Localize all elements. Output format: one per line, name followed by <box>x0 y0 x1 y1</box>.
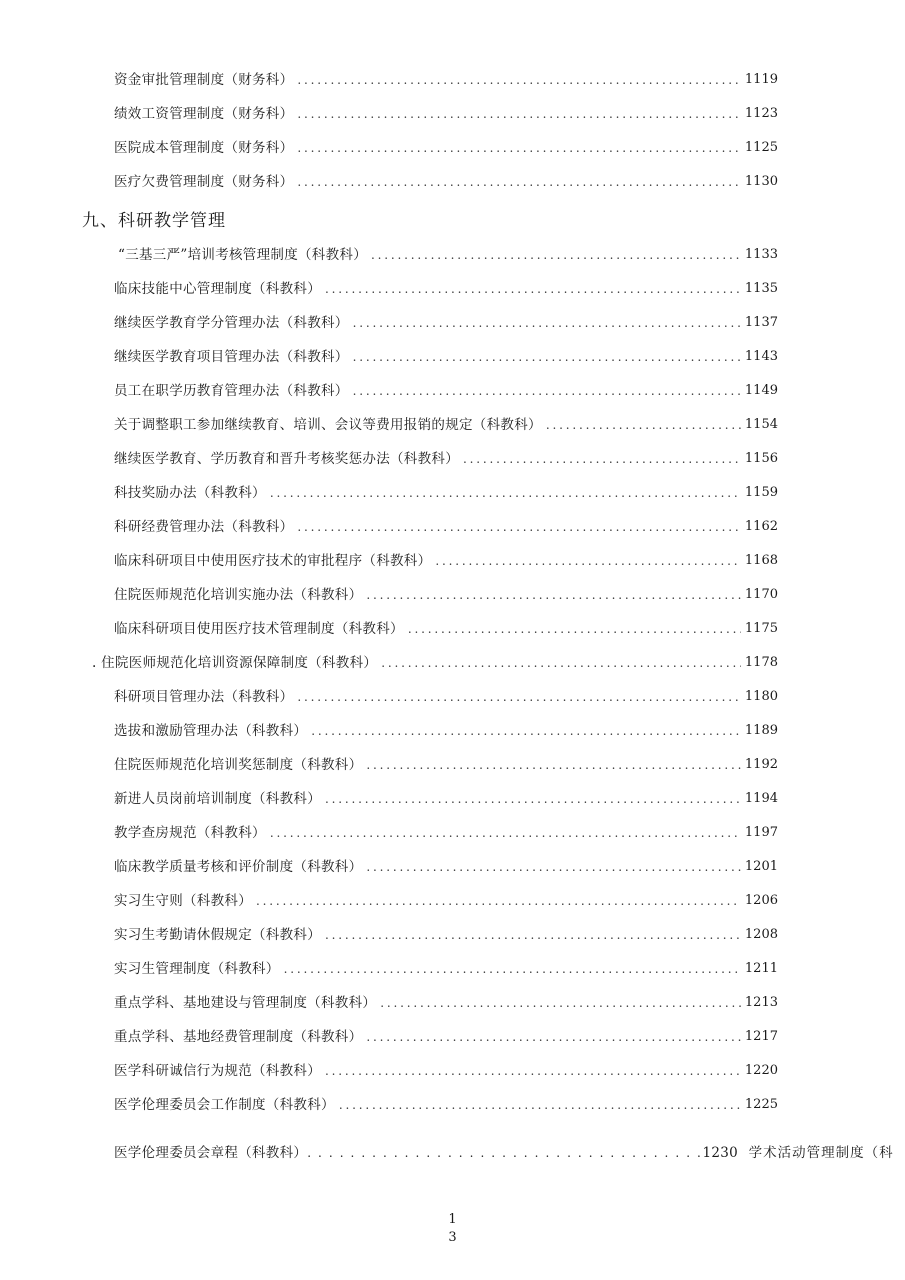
toc-entry[interactable] <box>114 414 778 436</box>
toc-entry-page: 1119 <box>744 72 778 87</box>
toc-entry[interactable] <box>114 1026 778 1048</box>
page-number-line-1: 1 <box>448 1212 457 1227</box>
toc-entry-page: 1225 <box>744 1097 778 1112</box>
toc-entry-page: 1197 <box>744 825 778 840</box>
toc-leader-dots: . . . . . . . . . . . . . . . . . . . . . . . . . . . . . . . . . . . . . <box>307 1146 703 1160</box>
toc-entry-title: 科技奖励办法（科教科） <box>114 485 266 501</box>
toc-leader-dots <box>366 856 741 878</box>
toc-entry-page: 1159 <box>744 485 778 500</box>
toc-leader-dots <box>381 652 741 674</box>
toc-entry[interactable] <box>114 686 778 708</box>
toc-entry[interactable] <box>114 448 778 470</box>
toc-entry-title: 选拔和激励管理办法（科教科） <box>114 723 308 739</box>
toc-leader-dots <box>297 686 741 708</box>
toc-entry-title: 实习生考勤请休假规定（科教科） <box>114 927 321 943</box>
toc-leader-dots <box>371 244 741 266</box>
toc-entry-page: 1156 <box>744 451 778 466</box>
toc-entry[interactable] <box>114 618 778 640</box>
toc-leader-dots <box>339 1094 741 1116</box>
toc-entry-page: 1213 <box>744 995 778 1010</box>
toc-entry-continuation: 学术活动管理制度（科 <box>748 1145 894 1161</box>
toc-leader-dots <box>297 137 741 159</box>
toc-entry[interactable] <box>118 244 778 266</box>
toc-entry-title: . 住院医师规范化培训资源保障制度（科教科） <box>92 655 378 671</box>
toc-leader-dots <box>270 482 741 504</box>
toc-entry[interactable] <box>114 788 778 810</box>
toc-entry[interactable] <box>114 103 778 125</box>
toc-entry[interactable] <box>114 924 778 946</box>
toc-leader-dots <box>325 788 741 810</box>
section-heading: 九、科研教学管理 <box>82 211 226 231</box>
toc-entry-page: 1180 <box>744 689 778 704</box>
toc-entry[interactable] <box>92 652 778 674</box>
toc-entry-title: 医学伦理委员会章程（科教科） <box>114 1145 308 1161</box>
toc-entry-title: 实习生守则（科教科） <box>114 893 252 909</box>
toc-leader-dots <box>325 1060 741 1082</box>
toc-entry-title: 临床技能中心管理制度（科教科） <box>114 281 321 297</box>
toc-entry-title: 科研项目管理办法（科教科） <box>114 689 294 705</box>
toc-entry-page: 1201 <box>744 859 778 874</box>
toc-entry-page: 1175 <box>744 621 778 636</box>
toc-entry[interactable] <box>114 137 778 159</box>
page-number-line-2: 3 <box>448 1230 457 1245</box>
toc-entry[interactable] <box>114 958 778 980</box>
toc-entry[interactable] <box>114 346 778 368</box>
toc-entry-page: 1137 <box>744 315 778 330</box>
toc-entry-title: 员工在职学历教育管理办法（科教科） <box>114 383 349 399</box>
toc-entry-title: 重点学科、基地经费管理制度（科教科） <box>114 1029 363 1045</box>
toc-leader-dots <box>297 69 741 91</box>
toc-entry[interactable] <box>114 720 778 742</box>
toc-entry-page: 1178 <box>744 655 778 670</box>
toc-leader-dots <box>546 414 741 436</box>
toc-entry[interactable] <box>114 312 778 334</box>
toc-entry-title: 教学查房规范（科教科） <box>114 825 266 841</box>
toc-entry-page: 1194 <box>744 791 778 806</box>
toc-entry[interactable] <box>114 992 778 1014</box>
toc-leader-dots <box>325 278 741 300</box>
toc-entry-title: 医学科研诚信行为规范（科教科） <box>114 1063 321 1079</box>
toc-entry-title: 医学伦理委员会工作制度（科教科） <box>114 1097 335 1113</box>
toc-entry-title: 重点学科、基地建设与管理制度（科教科） <box>114 995 377 1011</box>
toc-entry-page: 1135 <box>744 281 778 296</box>
toc-entry-title: 科研经费管理办法（科教科） <box>114 519 294 535</box>
toc-entry[interactable] <box>114 856 778 878</box>
toc-entry-title: 医疗欠费管理制度（财务科） <box>114 174 294 190</box>
toc-leader-dots <box>297 171 741 193</box>
toc-entry[interactable] <box>114 69 778 91</box>
toc-leader-dots <box>325 924 741 946</box>
toc-leader-dots <box>353 380 741 402</box>
toc-leader-dots <box>366 584 741 606</box>
toc-entry[interactable] <box>114 822 778 844</box>
toc-entry-page: 1149 <box>744 383 778 398</box>
toc-leader-dots <box>284 958 741 980</box>
toc-entry-page: 1220 <box>744 1063 778 1078</box>
toc-leader-dots <box>311 720 741 742</box>
toc-entry-title: 继续医学教育学分管理办法（科教科） <box>114 315 349 331</box>
toc-entry-title: 绩效工资管理制度（财务科） <box>114 106 294 122</box>
toc-entry-page: 1143 <box>744 349 778 364</box>
toc-entry-page: 1217 <box>744 1029 778 1044</box>
toc-entry[interactable] <box>114 482 778 504</box>
toc-entry-title: 临床教学质量考核和评价制度（科教科） <box>114 859 363 875</box>
toc-entry-page: 1208 <box>744 927 778 942</box>
toc-entry-title: 住院医师规范化培训奖惩制度（科教科） <box>114 757 363 773</box>
toc-entry-title: 关于调整职工参加继续教育、培训、会议等费用报销的规定（科教科） <box>114 417 542 433</box>
toc-entry-page: 1162 <box>744 519 778 534</box>
toc-leader-dots <box>380 992 741 1014</box>
toc-entry-page: 1170 <box>744 587 778 602</box>
toc-entry-title: 继续医学教育、学历教育和晋升考核奖惩办法（科教科） <box>114 451 459 467</box>
toc-entry-title: 临床科研项目中使用医疗技术的审批程序（科教科） <box>114 553 432 569</box>
toc-leader-dots <box>270 822 741 844</box>
toc-entry-last[interactable] <box>114 1142 894 1164</box>
toc-entry-title: 实习生管理制度（科教科） <box>114 961 280 977</box>
toc-leader-dots <box>297 516 741 538</box>
toc-entry-page: 1168 <box>744 553 778 568</box>
toc-leader-dots <box>408 618 741 640</box>
toc-entry-page: 1130 <box>744 174 778 189</box>
toc-entry-page: 1206 <box>744 893 778 908</box>
toc-entry-title: 住院医师规范化培训实施办法（科教科） <box>114 587 363 603</box>
toc-entry-title: 继续医学教育项目管理办法（科教科） <box>114 349 349 365</box>
toc-entry[interactable] <box>114 380 778 402</box>
toc-entry-title: 临床科研项目使用医疗技术管理制度（科教科） <box>114 621 404 637</box>
toc-leader-dots <box>366 1026 741 1048</box>
toc-entry[interactable] <box>114 754 778 776</box>
toc-leader-dots <box>256 890 741 912</box>
toc-entry-title: 医院成本管理制度（财务科） <box>114 140 294 156</box>
toc-leader-dots <box>353 346 741 368</box>
toc-entry-title: “三基三严”培训考核管理制度（科教科） <box>118 247 368 263</box>
toc-leader-dots <box>353 312 741 334</box>
toc-entry[interactable] <box>114 890 778 912</box>
toc-entry-page: 1123 <box>744 106 778 121</box>
toc-entry-page: 1154 <box>744 417 778 432</box>
toc-entry-page: 1230 <box>702 1145 739 1161</box>
toc-entry-page: 1125 <box>744 140 778 155</box>
toc-leader-dots <box>297 103 741 125</box>
toc-leader-dots <box>435 550 741 572</box>
toc-entry[interactable] <box>114 278 778 300</box>
toc-entry-title: 新进人员岗前培训制度（科教科） <box>114 791 321 807</box>
toc-entry[interactable] <box>114 171 778 193</box>
toc-entry[interactable] <box>114 584 778 606</box>
toc-entry-title: 资金审批管理制度（财务科） <box>114 72 294 88</box>
toc-entry[interactable] <box>114 516 778 538</box>
toc-entry[interactable] <box>114 1094 778 1116</box>
toc-entry-page: 1192 <box>744 757 778 772</box>
toc-leader-dots <box>463 448 741 470</box>
toc-leader-dots <box>366 754 741 776</box>
toc-entry-page: 1189 <box>744 723 778 738</box>
toc-entry-page: 1133 <box>744 247 778 262</box>
toc-entry[interactable] <box>114 1060 778 1082</box>
toc-entry[interactable] <box>114 550 778 572</box>
toc-entry-page: 1211 <box>744 961 778 976</box>
